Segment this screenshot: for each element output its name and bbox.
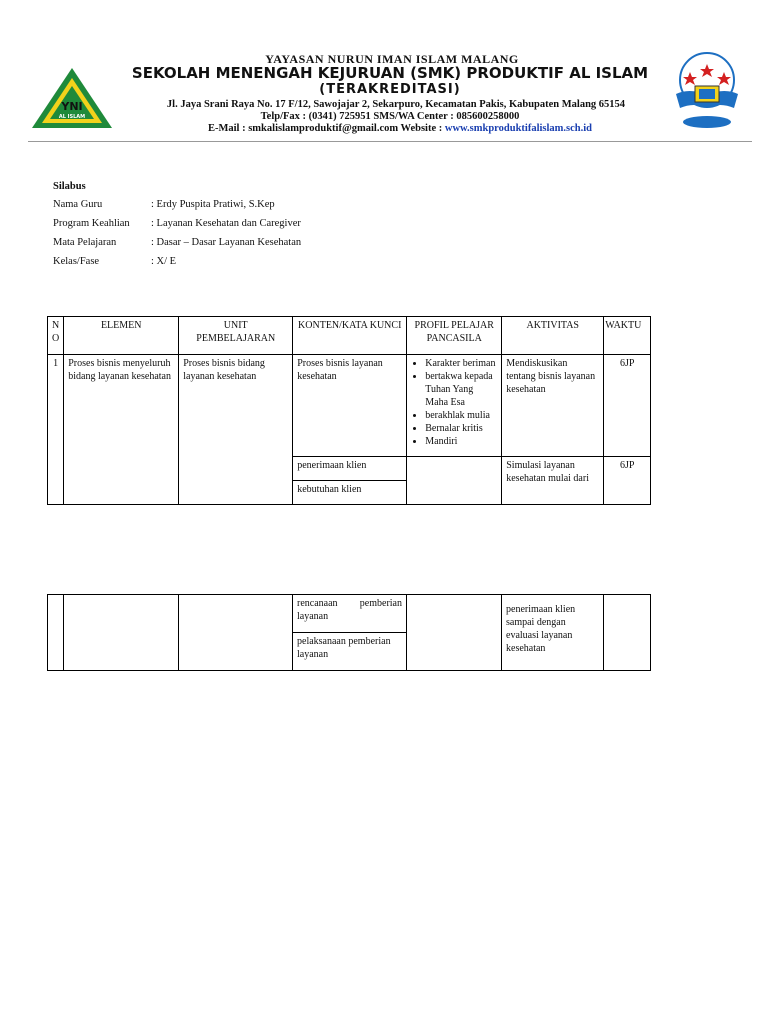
list-item: • Bernalar kritis	[425, 422, 497, 435]
header-divider	[28, 141, 752, 142]
cell-konten: Proses bisnis layanan kesehatan	[293, 355, 407, 457]
cell-konten: penerimaan klien	[293, 457, 407, 481]
info-label: Nama Guru	[53, 199, 103, 210]
cell-waktu	[604, 595, 651, 671]
cell-konten: pelaksanaan pemberian layanan	[293, 633, 407, 671]
school-logo-right	[668, 50, 746, 132]
cell-elemen: Proses bisnis menyeluruh bidang layanan kesehatan	[64, 355, 179, 505]
cell-no: 1	[48, 355, 64, 505]
foundation-name: YAYASAN NURUN IMAN ISLAM MALANG	[265, 52, 519, 66]
accreditation-status: (TERAKREDITASI)	[319, 82, 461, 97]
header-aktivitas: AKTIVITAS	[502, 317, 604, 355]
letterhead	[0, 0, 768, 140]
info-label: Mata Pelajaran	[53, 237, 117, 248]
info-row-program	[53, 218, 301, 237]
cell-profil	[407, 355, 502, 457]
cell-waktu: 6JP	[604, 457, 651, 505]
info-label: Kelas/Fase	[53, 256, 100, 267]
info-label: Program Keahlian	[53, 218, 130, 229]
cell-elemen	[64, 595, 179, 671]
table-row	[48, 355, 651, 457]
cell-konten: kebutuhan klien	[293, 481, 407, 505]
table-row	[48, 595, 651, 633]
info-value: : Dasar – Dasar Layanan Kesehatan	[151, 237, 302, 248]
syllabus-table-continued	[47, 594, 651, 671]
info-row-subject	[53, 237, 301, 256]
school-name: SEKOLAH MENENGAH KEJURUAN (SMK) PRODUKTIF AL ISLAM	[131, 64, 649, 82]
list-item: • bertakwa kepada Tuhan Yang Maha Esa	[425, 370, 497, 409]
konten-text: rencanaan pemberian layanan	[297, 598, 402, 622]
info-value: : Erdy Puspita Pratiwi, S.Kep	[151, 199, 275, 210]
cell-waktu: 6JP	[604, 355, 651, 457]
info-value: : Layanan Kesehatan dan Caregiver	[151, 218, 301, 229]
list-item: • Mandiri	[425, 435, 497, 448]
info-row-class	[53, 256, 301, 275]
school-address: Jl. Jaya Srani Raya No. 17 F/12, Sawojajar 2, Sekarpuro, Kecamatan Pakis, Kabupaten Malang 65154	[166, 99, 626, 110]
syllabus-title: Silabus	[53, 181, 86, 192]
table-header-row	[48, 317, 651, 355]
cell-profil	[407, 595, 502, 671]
header-profil: PROFIL PELAJAR PANCASILA	[407, 317, 502, 355]
cell-unit: Proses bisnis bidang layanan kesehatan	[179, 355, 293, 505]
syllabus-table	[47, 316, 651, 505]
header-waktu: WAKTU	[604, 317, 651, 355]
header-konten: KONTEN/KATA KUNCI	[293, 317, 407, 355]
cell-konten	[293, 595, 407, 633]
info-row-teacher	[53, 199, 301, 218]
cell-aktivitas: Simulasi layanan kesehatan mulai dari	[502, 457, 604, 505]
info-value: : X/ E	[151, 256, 177, 267]
syllabus-info	[53, 181, 301, 275]
cell-unit	[179, 595, 293, 671]
email-label: E-Mail : smkalislamproduktif@gmail.com Website :	[207, 123, 445, 134]
cell-aktivitas	[502, 595, 604, 671]
profil-list	[411, 357, 497, 448]
svg-text:AL ISLAM: AL ISLAM	[58, 114, 86, 120]
school-contact	[16, 123, 768, 134]
header-no: N O	[48, 317, 64, 355]
list-item: • Karakter beriman	[425, 357, 497, 370]
list-item: • berakhlak mulia	[425, 409, 497, 422]
cell-no	[48, 595, 64, 671]
cell-aktivitas: Mendiskusikan tentang bisnis layanan kesehatan	[502, 355, 604, 457]
header-elemen: ELEMEN	[64, 317, 179, 355]
website-link[interactable]: www.smkproduktifalislam.sch.id	[444, 123, 593, 134]
svg-text:YNI: YNI	[61, 100, 83, 113]
cell-profil	[407, 457, 502, 505]
header-unit: UNIT PEMBELAJARAN	[179, 317, 293, 355]
school-phone: Telp/Fax : (0341) 725951 SMS/WA Center : 085600258000	[260, 111, 520, 122]
aktivitas-text: penerimaan klien sampai dengan evaluasi layanan kesehatan	[506, 604, 576, 654]
